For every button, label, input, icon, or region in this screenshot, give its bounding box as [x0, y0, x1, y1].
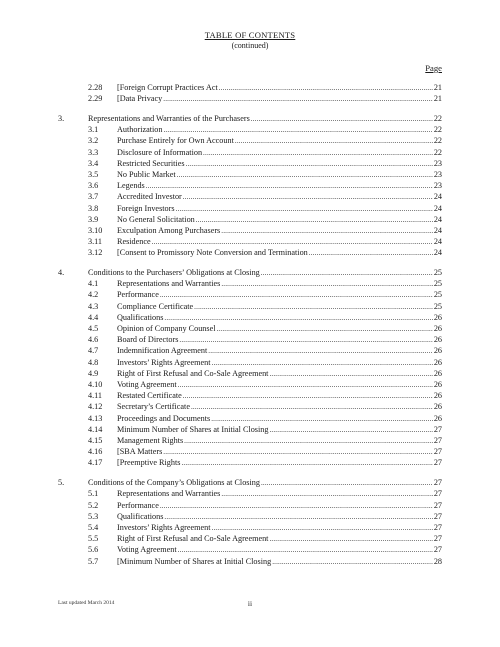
- toc-entry-number: 3.7: [88, 192, 99, 202]
- toc-entry-title: Investors’ Rights Agreement: [117, 522, 211, 532]
- toc-subsection-row: [0, 82, 500, 93]
- toc-entry-page: 26: [433, 380, 442, 389]
- toc-entry-number: 4.4: [88, 312, 99, 322]
- toc-subsection-row: [0, 334, 500, 345]
- toc-entry: [117, 522, 442, 534]
- toc-entry-number: 4.10: [88, 380, 103, 389]
- toc-entry-page: 25: [433, 279, 442, 289]
- toc-entry-title: No Public Market: [117, 169, 176, 179]
- toc-entry: [117, 323, 442, 335]
- toc-entry-number: 4.3: [88, 301, 99, 311]
- toc-entry: [117, 225, 442, 237]
- toc-entry-page: 26: [433, 413, 442, 423]
- toc-entry-number: 4.5: [88, 324, 99, 333]
- toc-entry-title: Qualifications: [117, 511, 164, 521]
- toc-entry: [117, 379, 442, 391]
- toc-subtitle: (continued): [231, 41, 269, 50]
- toc-entry-number: 4.9: [88, 368, 99, 378]
- toc-subsection-row: [0, 323, 500, 334]
- toc-entry-title: Accredited Investor: [117, 192, 182, 202]
- toc-subsection-row: [0, 390, 500, 401]
- toc-dot-leader: [272, 557, 433, 568]
- toc-entry-number: 3.: [58, 113, 65, 123]
- toc-entry-page: 22: [433, 113, 442, 123]
- toc-entry-number: 3.3: [88, 147, 99, 157]
- toc-entry-title: Qualifications: [117, 312, 164, 322]
- toc-entry: [117, 357, 442, 369]
- toc-entry-title: Restricted Securities: [117, 158, 185, 168]
- toc-entry-page: 23: [433, 181, 442, 191]
- toc-entry-page: 27: [433, 545, 442, 555]
- toc-entry: [117, 413, 442, 425]
- toc-entry: [117, 401, 442, 413]
- toc-entry-page: 27: [433, 436, 442, 445]
- toc-entry: [117, 93, 442, 105]
- toc-entry-title: Voting Agreement: [117, 380, 177, 389]
- toc-entry: [117, 446, 442, 458]
- toc-title: TABLE OF CONTENTS: [204, 30, 296, 40]
- toc-entry: [117, 500, 442, 512]
- toc-entry-page: 24: [433, 248, 442, 258]
- toc-dot-leader: [309, 248, 433, 259]
- toc-entry-page: 26: [433, 357, 442, 367]
- toc-entry-number: 4.17: [88, 458, 103, 468]
- toc-entry-page: 24: [433, 203, 442, 213]
- toc-subsection-row: [0, 191, 500, 202]
- toc-entry-number: 3.5: [88, 169, 99, 179]
- toc-entry-page: 26: [433, 312, 442, 322]
- toc-entry: [117, 312, 442, 324]
- toc-entry-page: 25: [433, 290, 442, 300]
- toc-entry-number: 4.7: [88, 346, 99, 356]
- toc-entry-number: 3.8: [88, 203, 99, 213]
- toc-entry-page: 26: [433, 346, 442, 356]
- toc-entry-number: 5.7: [88, 556, 99, 566]
- toc-entry-title: No General Solicitation: [117, 214, 195, 224]
- toc-entry-title: Legends: [117, 181, 145, 191]
- toc-entry-number: 3.4: [88, 158, 99, 168]
- toc-entry-title: Board of Directors: [117, 335, 179, 345]
- toc-entry: [117, 169, 442, 181]
- toc-entry-page: 27: [433, 489, 442, 499]
- toc-entry-title: Compliance Certificate: [117, 301, 194, 311]
- toc-entry-number: 4.12: [88, 402, 103, 412]
- toc-entry: [117, 334, 442, 346]
- toc-entry-title: Authorization: [117, 125, 163, 135]
- toc-entry: [117, 556, 442, 568]
- toc-entry-title: Conditions to the Purchasers’ Obligations at Closing: [88, 268, 260, 277]
- toc-entry-title: [Consent to Promissory Note Conversion and Termination: [117, 248, 308, 258]
- toc-entry-page: 24: [433, 192, 442, 202]
- toc-subsection-row: [0, 556, 500, 567]
- toc-entry-number: 3.12: [88, 248, 103, 258]
- toc-subsection-row: [0, 147, 500, 158]
- toc-subsection-row: [0, 93, 500, 104]
- toc-entry-number: 5.2: [88, 500, 99, 510]
- toc-subsection-row: [0, 225, 500, 236]
- toc-subsection-row: [0, 214, 500, 225]
- toc-subsection-row: [0, 368, 500, 379]
- toc-subsection-row: [0, 345, 500, 356]
- toc-entry-number: 3.6: [88, 181, 99, 191]
- toc-dot-leader: [181, 458, 432, 469]
- toc-entry: [117, 203, 442, 215]
- toc-entry: [117, 124, 442, 136]
- page-column-heading: Page: [425, 63, 442, 73]
- toc-subsection-row: [0, 413, 500, 424]
- toc-entry: [117, 289, 442, 301]
- toc-entry-page: 25: [433, 301, 442, 311]
- toc-entry-title: Purchase Entirely for Own Account: [117, 136, 234, 146]
- toc-entry-title: [Foreign Corrupt Practices Act: [117, 83, 218, 92]
- toc-entry: [117, 533, 442, 545]
- toc-subsection-row: [0, 169, 500, 180]
- toc-entry: [117, 390, 442, 402]
- toc-entry: [117, 345, 442, 357]
- toc-entry-number: 4.2: [88, 290, 99, 300]
- toc-subsection-row: [0, 435, 500, 446]
- toc-entry-number: 3.2: [88, 136, 99, 146]
- toc-entry-number: 4.15: [88, 436, 103, 445]
- toc-entry-page: 26: [433, 368, 442, 378]
- toc-entry-title: Proceedings and Documents: [117, 413, 211, 423]
- toc-entry-title: [Data Privacy: [117, 94, 163, 104]
- toc-entry-page: 25: [433, 268, 442, 277]
- toc-entry-number: 2.29: [88, 94, 103, 104]
- toc-entry-page: 23: [433, 158, 442, 168]
- toc-entry: [117, 135, 442, 147]
- toc-entry-number: 3.10: [88, 225, 103, 235]
- toc-entry-number: 4.6: [88, 335, 99, 345]
- toc-entry: [117, 424, 442, 436]
- toc-dot-leader: [163, 94, 433, 105]
- toc-entry-page: 27: [433, 458, 442, 468]
- toc-subsection-row: [0, 180, 500, 191]
- toc-entry-page: 24: [433, 237, 442, 247]
- toc-subsection-row: [0, 500, 500, 511]
- toc-entry: [88, 113, 442, 125]
- toc-subsection-row: [0, 533, 500, 544]
- toc-subsection-row: [0, 446, 500, 457]
- toc-entry-title: Opinion of Company Counsel: [117, 324, 216, 333]
- toc-entry-title: Right of First Refusal and Co-Sale Agreement: [117, 534, 269, 544]
- toc-entry: [117, 511, 442, 523]
- toc-entry-number: 5.6: [88, 545, 99, 555]
- toc-entry: [117, 180, 442, 192]
- toc-entry-number: 5.4: [88, 522, 99, 532]
- toc-subsection-row: [0, 301, 500, 312]
- footer-last-updated: Last updated March 2014: [58, 600, 115, 606]
- toc-entry: [117, 247, 442, 259]
- toc-entry-page: 22: [433, 125, 442, 135]
- toc-subsection-row: [0, 522, 500, 533]
- toc-entry-number: 5.3: [88, 511, 99, 521]
- toc-entry-page: 26: [433, 402, 442, 412]
- toc-entry: [117, 544, 442, 556]
- toc-entry-title: Minimum Number of Shares at Initial Closing: [117, 424, 269, 434]
- toc-entry-page: 27: [433, 478, 442, 488]
- toc-subsection-row: [0, 203, 500, 214]
- toc-entry-page: 23: [433, 169, 442, 179]
- toc-entry: [117, 435, 442, 447]
- toc-entry-number: 5.: [58, 478, 65, 488]
- toc-subsection-row: [0, 488, 500, 499]
- toc-entry-title: Investors’ Rights Agreement: [117, 357, 211, 367]
- toc-entry: [117, 191, 442, 203]
- toc-entry: [117, 301, 442, 313]
- toc-entry: [117, 214, 442, 226]
- toc-entry-page: 24: [433, 225, 442, 235]
- toc-entry-page: 26: [433, 391, 442, 401]
- toc-entry-number: 5.1: [88, 489, 99, 499]
- toc-entry-title: Representations and Warranties of the Purchasers: [88, 113, 250, 123]
- toc-entry: [117, 147, 442, 159]
- toc-entry-page: 24: [433, 214, 442, 224]
- toc-entry-title: Indemnification Agreement: [117, 346, 208, 356]
- toc-subsection-row: [0, 158, 500, 169]
- toc-subsection-row: [0, 511, 500, 522]
- toc-entry-page: 21: [433, 94, 442, 104]
- toc-entry: [117, 368, 442, 380]
- toc-entry-number: 4.16: [88, 447, 103, 457]
- toc-entry: [117, 82, 442, 94]
- toc-entry-number: 3.9: [88, 214, 99, 224]
- toc-subsection-row: [0, 544, 500, 555]
- toc-subsection-row: [0, 124, 500, 135]
- toc-entry-title: Representations and Warranties: [117, 489, 221, 499]
- toc-entry: [117, 158, 442, 170]
- toc-subsection-row: [0, 247, 500, 258]
- toc-entry-title: Representations and Warranties: [117, 279, 221, 289]
- toc-entry-page: 28: [433, 556, 442, 566]
- toc-entry-title: Conditions of the Company’s Obligations at Closing: [88, 478, 260, 488]
- toc-entry-title: Performance: [117, 290, 159, 300]
- toc-entry-title: Voting Agreement: [117, 545, 177, 555]
- toc-section-row: [0, 477, 500, 488]
- footer-page-number: ii: [247, 599, 253, 608]
- toc-subsection-row: [0, 278, 500, 289]
- toc-entry-title: Secretary’s Certificate: [117, 402, 190, 412]
- toc-entry: [117, 278, 442, 290]
- toc-subsection-row: [0, 357, 500, 368]
- toc-entry-number: 4.11: [88, 391, 103, 401]
- toc-entry-page: 22: [433, 147, 442, 157]
- toc-entry-title: [Minimum Number of Shares at Initial Closing: [117, 556, 272, 566]
- toc-entry-title: Management Rights: [117, 436, 184, 445]
- toc-entry-page: 27: [433, 534, 442, 544]
- toc-subsection-row: [0, 424, 500, 435]
- toc-entry-title: Right of First Refusal and Co-Sale Agreement: [117, 368, 269, 378]
- toc-entry-page: 27: [433, 424, 442, 434]
- toc-subsection-row: [0, 289, 500, 300]
- toc-entry-number: 4.13: [88, 413, 103, 423]
- toc-entry-title: [SBA Matters: [117, 447, 163, 457]
- toc-entry: [88, 267, 442, 279]
- toc-entry-page: 21: [433, 83, 442, 92]
- toc-entry-number: 4.8: [88, 357, 99, 367]
- toc-entry: [88, 477, 442, 489]
- toc-entry-number: 2.28: [88, 83, 103, 92]
- toc-section-row: [0, 267, 500, 278]
- toc-entry-number: 4.: [58, 268, 65, 277]
- toc-entry-page: 27: [433, 511, 442, 521]
- toc-entry-number: 3.1: [88, 125, 99, 135]
- toc-subsection-row: [0, 135, 500, 146]
- toc-entry-title: Foreign Investors: [117, 203, 175, 213]
- toc-entry: [117, 236, 442, 248]
- toc-entry-page: 26: [433, 335, 442, 345]
- toc-entry-title: Restated Certificate: [117, 391, 182, 401]
- toc-entry-title: Performance: [117, 500, 159, 510]
- toc-subsection-row: [0, 312, 500, 323]
- toc-entry-page: 27: [433, 447, 442, 457]
- toc-entry-title: Exculpation Among Purchasers: [117, 225, 221, 235]
- toc-section-row: [0, 113, 500, 124]
- toc-subsection-row: [0, 457, 500, 468]
- toc-subsection-row: [0, 236, 500, 247]
- toc-entry: [117, 488, 442, 500]
- toc-subsection-row: [0, 379, 500, 390]
- toc-entry-number: 4.14: [88, 424, 103, 434]
- toc-entry: [117, 457, 442, 469]
- toc-entry-number: 3.11: [88, 237, 103, 247]
- toc-entry-number: 5.5: [88, 534, 99, 544]
- toc-entry-title: [Preemptive Rights: [117, 458, 181, 468]
- toc-entry-page: 27: [433, 500, 442, 510]
- toc-entry-title: Disclosure of Information: [117, 147, 203, 157]
- toc-entry-page: 22: [433, 136, 442, 146]
- toc-entry-page: 26: [433, 324, 442, 333]
- toc-entry-title: Residence: [117, 237, 151, 247]
- toc-entry-page: 27: [433, 522, 442, 532]
- toc-entry-number: 4.1: [88, 279, 99, 289]
- toc-subsection-row: [0, 401, 500, 412]
